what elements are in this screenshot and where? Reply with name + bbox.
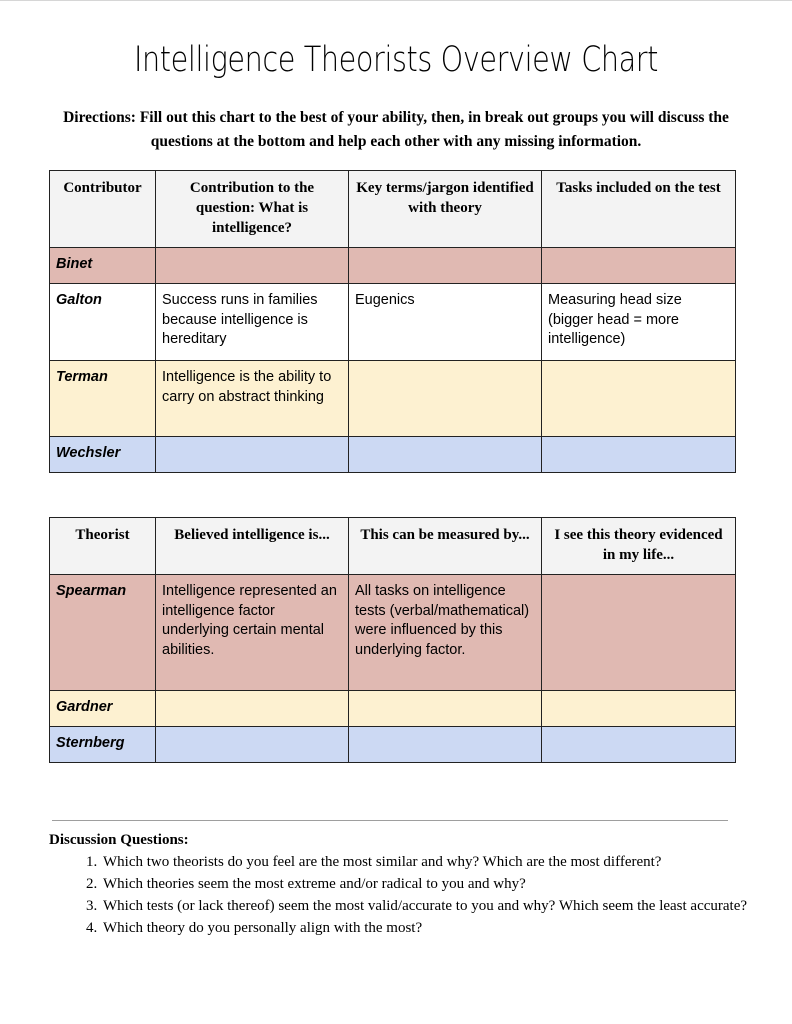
measure-cell[interactable] [349,727,542,763]
tasks-cell[interactable] [542,361,736,437]
measure-cell[interactable]: All tasks on intelligence tests (verbal/mathematical) were influenced by this underlying factor. [349,575,542,691]
directions-text: Directions: Fill out this chart to the best of your ability, then, in break out groups you will discuss the questions at the bottom and help each other with any missing information. [63,109,729,150]
header-key-terms: Key terms/jargon identified with theory [349,171,542,248]
contributor-name: Binet [50,248,156,284]
header-contribution: Contribution to the question: What is intelligence? [156,171,349,248]
discussion-title: Discussion Questions: [49,832,189,848]
tasks-cell[interactable] [542,437,736,473]
row-spearman [50,575,736,691]
key-terms-cell[interactable] [349,248,542,284]
contribution-cell[interactable]: Intelligence is the ability to carry on abstract thinking [156,361,349,437]
belief-cell[interactable] [156,727,349,763]
contributor-name: Wechsler [50,437,156,473]
theorists-table [49,517,736,763]
page-title: Intelligence Theorists Overview Chart [133,40,659,80]
header-contributor: Contributor [50,171,156,248]
tasks-cell[interactable]: Measuring head size (bigger head = more intelligence) [542,284,736,361]
key-terms-cell[interactable] [349,437,542,473]
row-binet [50,248,736,284]
row-galton [50,284,736,361]
evidence-cell[interactable] [542,727,736,763]
discussion-question: 1. Which two theorists do you feel are the most similar and why? Which are the most different? [101,851,749,873]
contributor-name: Galton [50,284,156,361]
tasks-cell[interactable] [542,248,736,284]
discussion-question: 4. Which theory do you personally align with the most? [101,917,749,939]
row-sternberg [50,727,736,763]
header-believed: Believed intelligence is... [156,518,349,575]
contributors-header-row [50,171,736,248]
contribution-cell[interactable] [156,437,349,473]
evidence-cell[interactable] [542,691,736,727]
header-theorist: Theorist [50,518,156,575]
discussion-questions-list [49,851,749,939]
row-wechsler [50,437,736,473]
belief-cell[interactable]: Intelligence represented an intelligence factor underlying certain mental abilities. [156,575,349,691]
discussion-question: 2. Which theories seem the most extreme and/or radical to you and why? [101,873,749,895]
row-gardner [50,691,736,727]
contribution-cell[interactable] [156,248,349,284]
page-top-rule [0,0,792,1]
header-measured: This can be measured by... [349,518,542,575]
header-evidenced: I see this theory evidenced in my life... [542,518,736,575]
evidence-cell[interactable] [542,575,736,691]
theorist-name: Sternberg [50,727,156,763]
section-divider [52,820,728,821]
theorists-header-row [50,518,736,575]
contribution-cell[interactable]: Success runs in families because intelligence is hereditary [156,284,349,361]
row-terman [50,361,736,437]
key-terms-cell[interactable]: Eugenics [349,284,542,361]
contributors-table [49,170,736,473]
discussion-section [49,829,749,939]
contributor-name: Terman [50,361,156,437]
belief-cell[interactable] [156,691,349,727]
header-tasks: Tasks included on the test [542,171,736,248]
discussion-question: 3. Which tests (or lack thereof) seem the most valid/accurate to you and why? Which seem the least accurate? [101,895,749,917]
theorist-name: Gardner [50,691,156,727]
measure-cell[interactable] [349,691,542,727]
theorist-name: Spearman [50,575,156,691]
key-terms-cell[interactable] [349,361,542,437]
